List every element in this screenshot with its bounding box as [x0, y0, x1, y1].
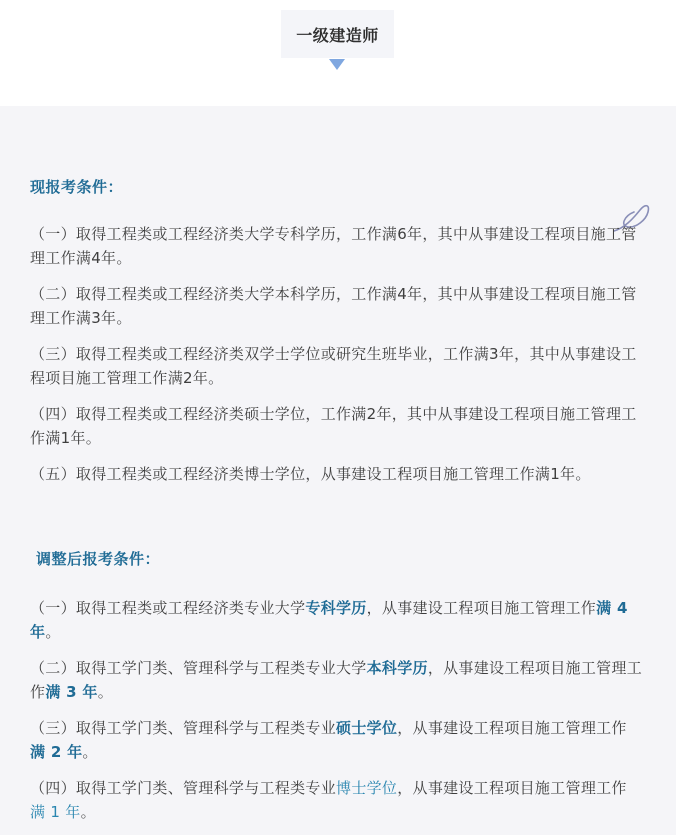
adjusted-item-3-prefix: （三）取得工学门类、管理科学与工程类专业 — [30, 719, 337, 737]
adjusted-item-2-end: 。 — [97, 683, 114, 701]
adjusted-item-1-degree: 专科学历 — [305, 599, 367, 617]
adjusted-item-4-end: 。 — [80, 803, 96, 821]
current-item-3: （三）取得工程类或工程经济类双学士学位或研究生班毕业，工作满3年，其中从事建设工程项目施工管理工作满2年。 — [30, 345, 637, 387]
adjusted-item-1 — [30, 596, 642, 644]
page-title: 一级建造师 — [281, 10, 394, 58]
adjusted-item-2 — [30, 656, 642, 704]
adjusted-item-3-end: 。 — [82, 743, 98, 761]
adjusted-item-4-duration: 满 1 年 — [30, 803, 81, 821]
adjusted-item-3-duration: 满 2 年 — [30, 743, 83, 761]
adjusted-item-1-end: 。 — [45, 623, 61, 641]
adjusted-item-4-prefix: （四）取得工学门类、管理科学与工程类专业 — [30, 779, 337, 797]
adjusted-item-1-middle: ，从事建设工程项目施工管理工作 — [366, 599, 597, 617]
adjusted-item-3 — [30, 716, 642, 764]
adjusted-item-4-degree: 博士学位 — [336, 779, 398, 797]
adjusted-item-4-middle: ，从事建设工程项目施工管理工作 — [397, 779, 627, 797]
adjusted-item-3-degree: 硕士学位 — [336, 719, 398, 737]
content-panel — [0, 106, 676, 835]
current-item-5: （五）取得工程类或工程经济类博士学位，从事建设工程项目施工管理工作满1年。 — [30, 465, 591, 483]
adjusted-item-2-duration: 满 3 年 — [45, 683, 98, 701]
adjusted-item-2-middle: ，从事建设工程项目施工管理工作 — [30, 659, 643, 701]
adjusted-item-3-middle: ，从事建设工程项目施工管理工作 — [397, 719, 627, 737]
adjusted-item-4 — [30, 776, 642, 824]
adjusted-item-2-prefix: （二）取得工学门类、管理科学与工程类专业大学 — [30, 659, 367, 677]
triangle-down-icon — [329, 59, 345, 70]
header-area — [0, 0, 676, 106]
current-conditions-title: 现报考条件： — [30, 178, 124, 196]
adjusted-conditions-title: 调整后报考条件： — [36, 550, 161, 568]
current-item-2: （二）取得工程类或工程经济类大学本科学历，工作满4年，其中从事建设工程项目施工管理工作满3年。 — [30, 285, 637, 327]
adjusted-item-1-prefix: （一）取得工程类或工程经济类专业大学 — [30, 599, 306, 617]
adjusted-item-1-duration: 满 4 年 — [30, 599, 628, 641]
current-item-1: （一）取得工程类或工程经济类大学专科学历，工作满6年，其中从事建设工程项目施工管理工作满4年。 — [30, 225, 637, 267]
current-item-4: （四）取得工程类或工程经济类硕士学位，工作满2年，其中从事建设工程项目施工管理工作满1年。 — [30, 405, 637, 447]
adjusted-item-2-degree: 本科学历 — [366, 659, 428, 677]
